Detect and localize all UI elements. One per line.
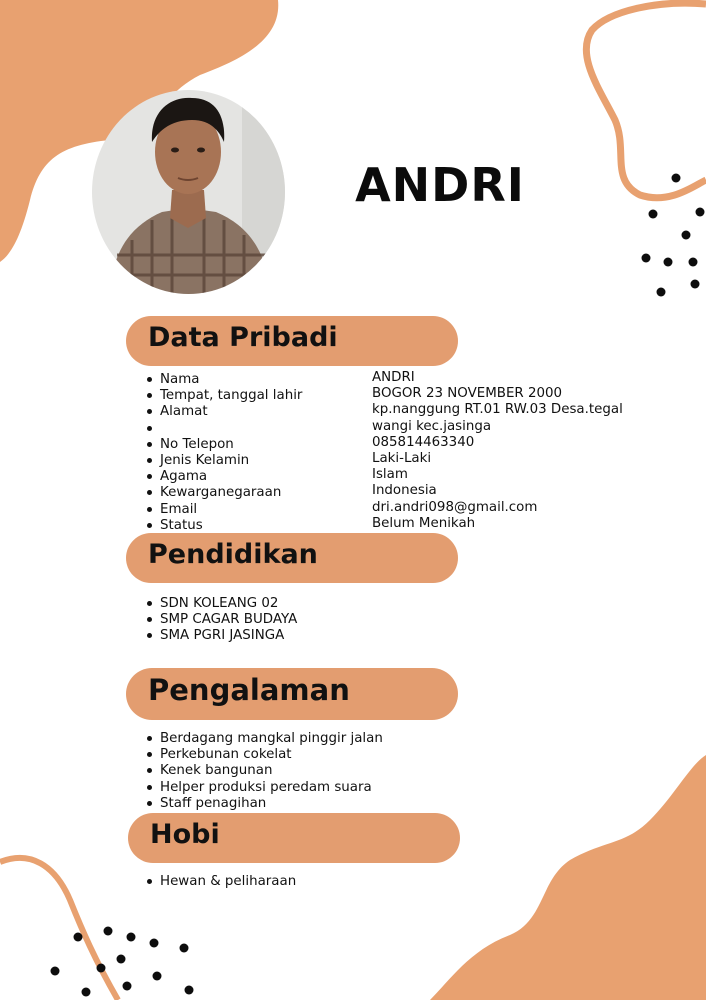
profile-name: ANDRI (355, 158, 525, 212)
list-item: Jenis Kelamin (146, 453, 302, 469)
list-item: Agama (146, 469, 302, 485)
list-item: SMA PGRI JASINGA (146, 628, 297, 644)
section-title: Hobi (150, 819, 220, 850)
list-item: Staff penagihan (146, 796, 383, 812)
personal-labels-list (146, 372, 302, 534)
list-item: SMP CAGAR BUDAYA (146, 612, 297, 628)
education-list (146, 596, 297, 645)
value-item: kp.nanggung RT.01 RW.03 Desa.tegal (372, 402, 623, 418)
section-header-pengalaman (126, 668, 458, 720)
list-item: Kenek bangunan (146, 763, 383, 779)
value-item: ANDRI (372, 370, 415, 385)
list-item: Kewarganegaraan (146, 485, 302, 501)
value-item: Indonesia (372, 483, 437, 499)
hobby-list (146, 874, 296, 890)
list-item: Alamat (146, 404, 302, 420)
value-item: wangi kec.jasinga (372, 418, 492, 434)
profile-photo (92, 90, 285, 294)
section-title: Data Pribadi (148, 322, 338, 353)
list-item: Berdagang mangkal pinggir jalan (146, 731, 383, 747)
value-item: Islam (372, 467, 408, 483)
list-item: Status (146, 518, 302, 534)
top-right-outline (586, 3, 706, 198)
section-header-pendidikan (126, 533, 458, 583)
list-item: Email (146, 502, 302, 518)
list-item: No Telepon (146, 437, 302, 453)
value-item: dri.andri098@gmail.com (372, 499, 538, 515)
value-item: Laki-Laki (372, 451, 432, 467)
section-title: Pengalaman (148, 673, 350, 707)
value-item: Belum Menikah (372, 515, 476, 531)
bottom-left-outline (0, 858, 118, 1000)
value-item: 085814463340 (372, 434, 475, 450)
section-header-hobi (128, 813, 460, 863)
experience-list (146, 731, 383, 812)
dots-bottom-left (51, 927, 194, 997)
list-item: Nama (146, 372, 302, 388)
personal-values-list (372, 370, 672, 532)
bottom-right-blob (430, 755, 706, 1000)
list-item: Perkebunan cokelat (146, 747, 383, 763)
value-item: BOGOR 23 NOVEMBER 2000 (372, 386, 563, 402)
list-item: Hewan & peliharaan (146, 874, 296, 890)
section-header-data-pribadi (126, 316, 458, 366)
list-item: SDN KOLEANG 02 (146, 596, 297, 612)
list-item: Tempat, tanggal lahir (146, 388, 302, 404)
section-title: Pendidikan (148, 539, 318, 570)
list-item (146, 421, 302, 437)
list-item: Helper produksi peredam suara (146, 780, 383, 796)
